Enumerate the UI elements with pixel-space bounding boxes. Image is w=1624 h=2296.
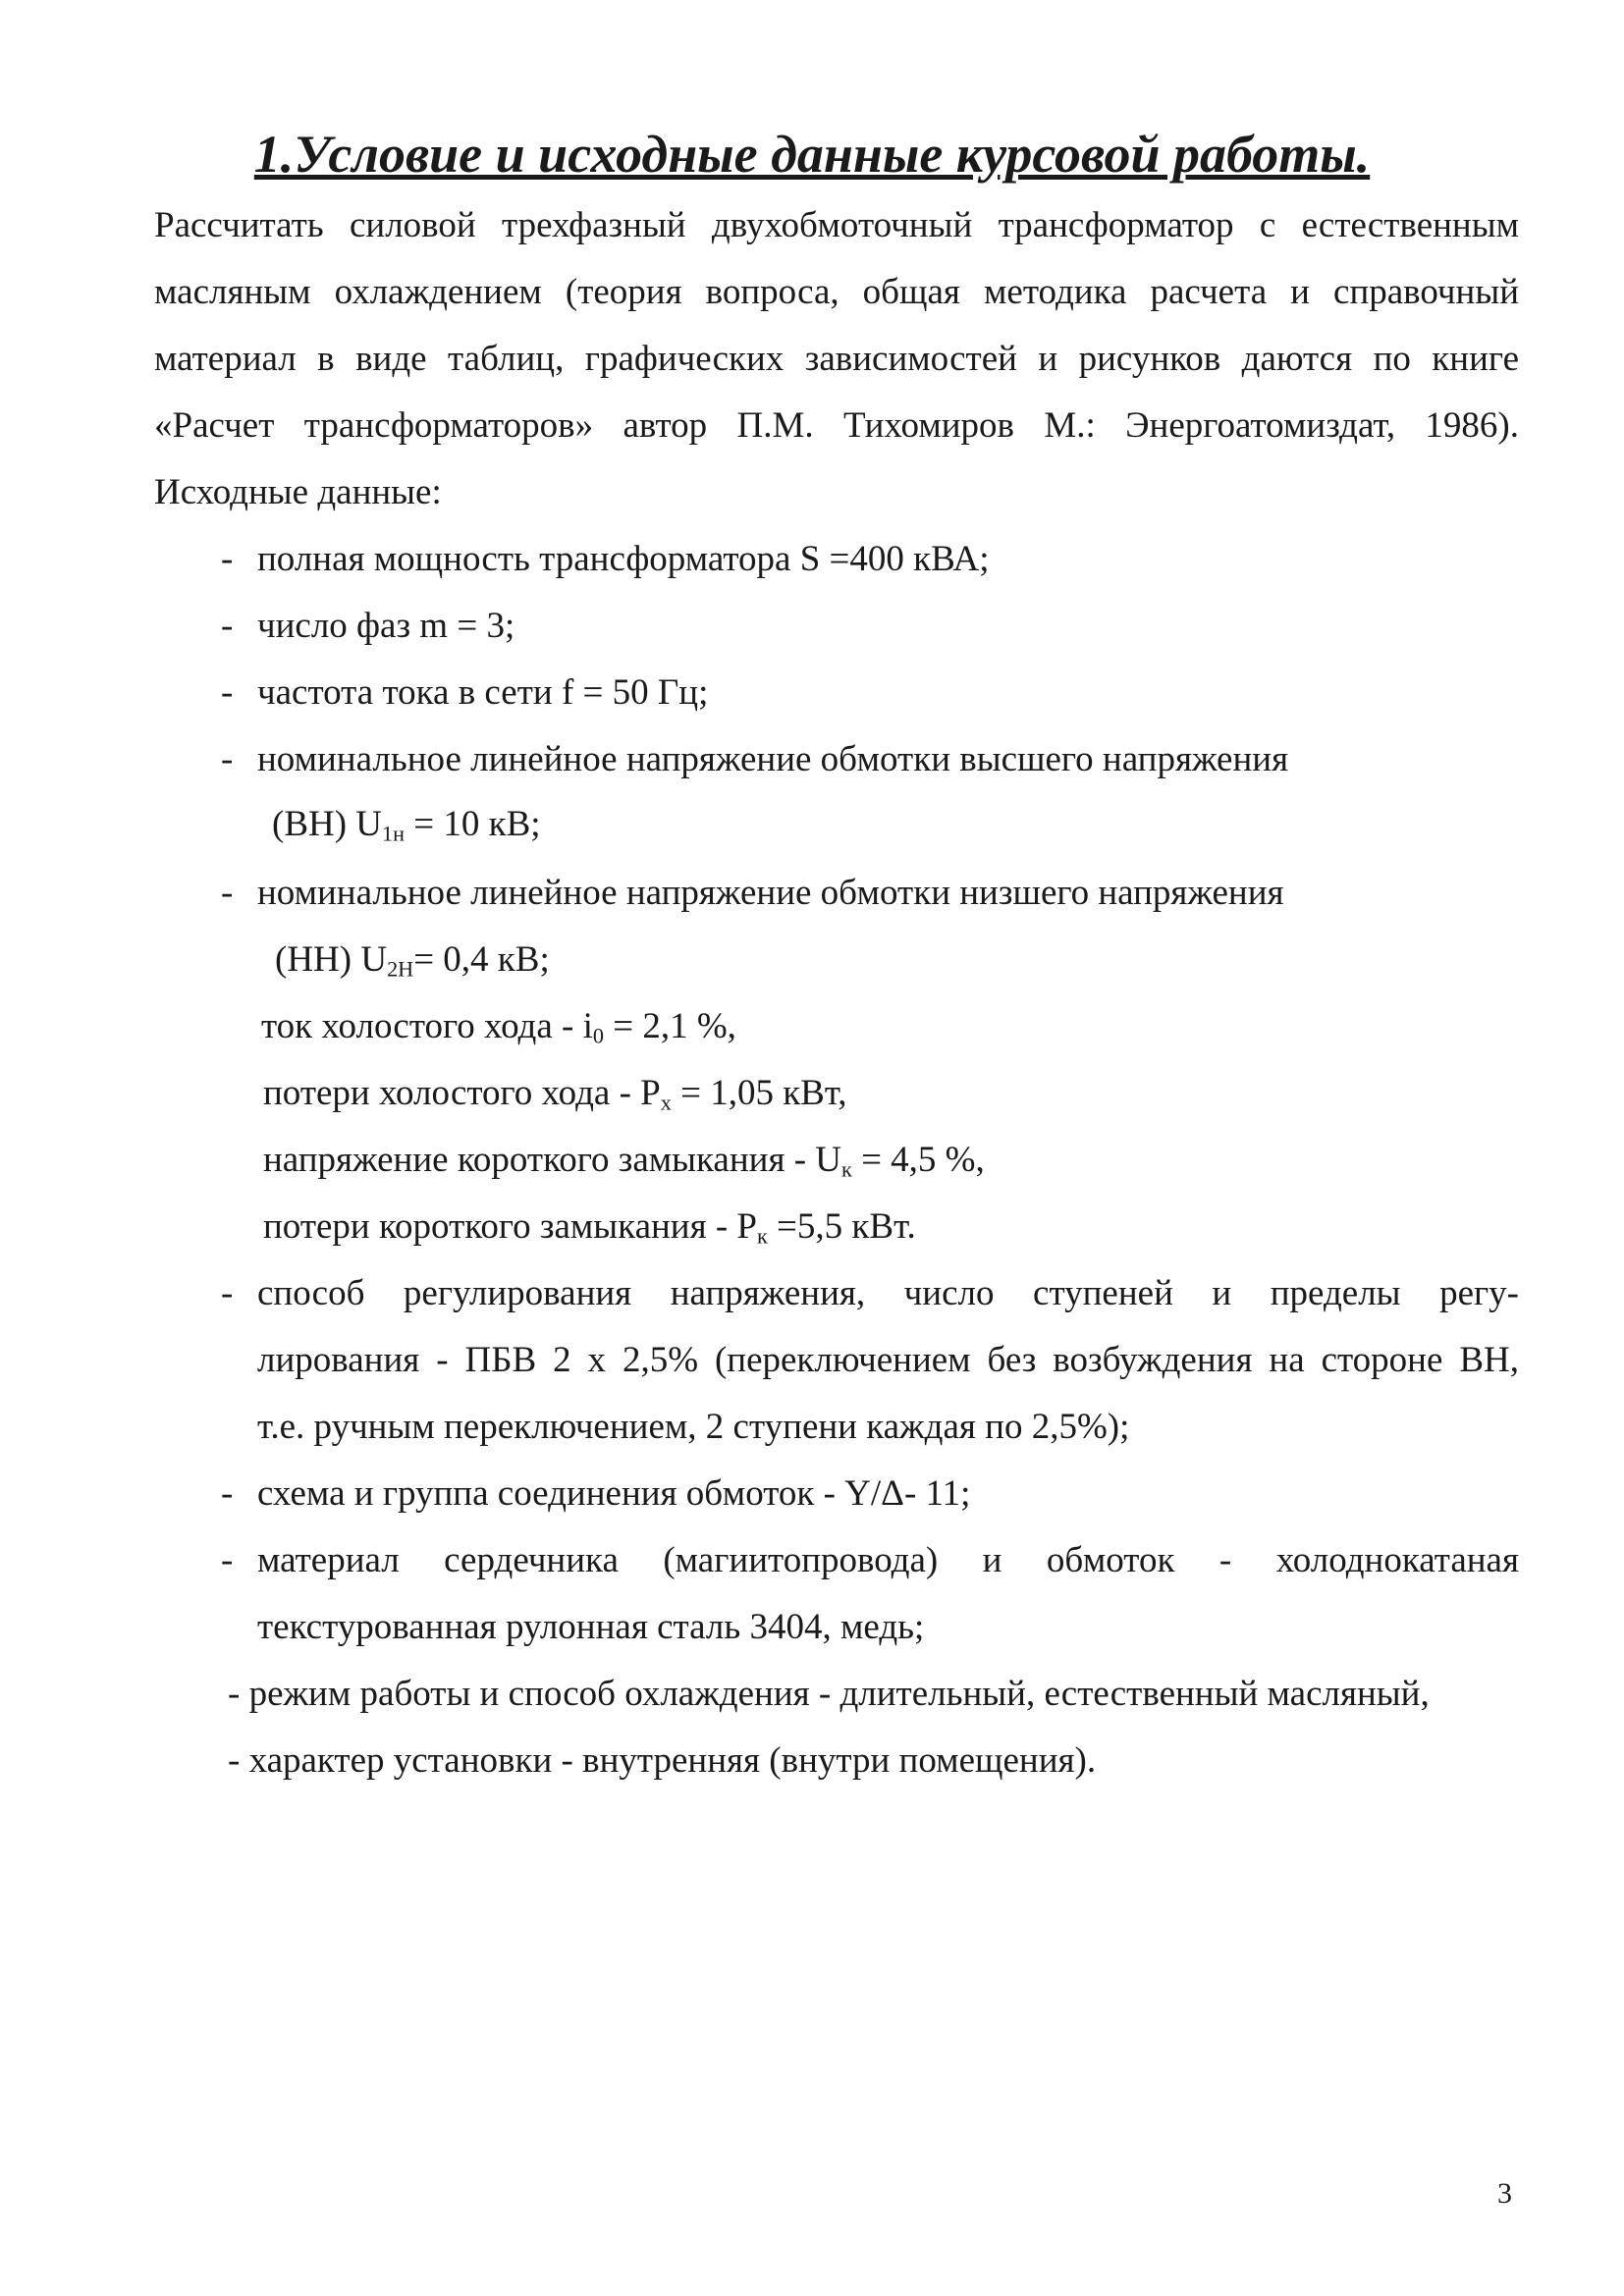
intro-paragraph [154, 192, 1519, 526]
intro-line: «Расчет трансформаторов» автор П.М. Тихомиров М.: Энергоатомиздат, 1986). [154, 405, 1519, 446]
sc-voltage: напряжение короткого замыкания - $U_к = 4,5$ %, [263, 1140, 985, 1182]
list-item-text: материал сердечника (магиитопровода) и обмоток - холоднокатаная [257, 1540, 1519, 1580]
list-item-text: номинальное линейное напряжение обмотки высшего напряжения [257, 739, 1289, 779]
intro-line: материал в виде таблиц, графических зависимостей и рисунков даются по книге [154, 339, 1519, 379]
page-number: 3 [1497, 2177, 1512, 2210]
bullet-dash: - [221, 873, 234, 913]
intro-line: масляным охлаждением (теория вопроса, общая методика расчета и справочный [154, 272, 1519, 312]
regulation-line-2: лирования - ПБВ 2 х 2,5% (переключением без возбуждения на стороне ВН, [257, 1340, 1519, 1380]
bullet-dash: - [221, 539, 234, 579]
list-item-text: число фаз m = 3; [257, 606, 515, 646]
intro-line: Рассчитать силовой трехфазный двухобмоточный трансформатор с естественным [154, 205, 1519, 245]
bullet-dash: - [221, 672, 234, 713]
noload-current: ток холостого хода - $i_0 = 2,1$ %, [261, 1006, 736, 1048]
material-line-2: текстурованная рулонная сталь 3404, медь; [257, 1607, 925, 1647]
list-item-text: номинальное линейное напряжение обмотки низшего напряжения [257, 873, 1284, 913]
lv-voltage-value: (НН) $U_{2Н}= 0,4$ кВ; [275, 939, 550, 982]
bullet-dash: - [221, 1273, 234, 1313]
bullet-dash: - [221, 1540, 234, 1580]
list-item-mode: - режим работы и способ охлаждения - длительный, естественный масляный, [228, 1674, 1430, 1714]
section-title: 1.Условие и исходные данные курсовой работы. [253, 125, 1371, 184]
bullet-dash: - [221, 1473, 234, 1514]
noload-loss: потери холостого хода - $P_х = 1,05$ кВт, [263, 1073, 847, 1115]
regulation-line-3: т.е. ручным переключением, 2 ступени каждая по 2,5%); [257, 1407, 1130, 1447]
list-item-text: схема и группа соединения обмоток - Y/Δ- 11; [257, 1473, 971, 1514]
bullet-dash: - [221, 739, 234, 779]
list-item-installation: - характер установки - внутренняя (внутри помещения). [228, 1740, 1097, 1781]
bullet-dash: - [221, 606, 234, 646]
list-item-text: способ регулирования напряжения, число ступеней и пределы регу- [257, 1273, 1519, 1313]
intro-line: Исходные данные: [154, 472, 442, 512]
sc-loss: потери короткого замыкания - $P_к =5,5$ кВт. [263, 1206, 916, 1249]
list-item-text: частота тока в сети f = 50 Гц; [257, 672, 709, 713]
hv-voltage-value: (ВН) $U_{1н} = 10$ кВ; [272, 804, 541, 846]
list-item-text: полная мощность трансформатора S =400 кВА; [257, 539, 990, 579]
